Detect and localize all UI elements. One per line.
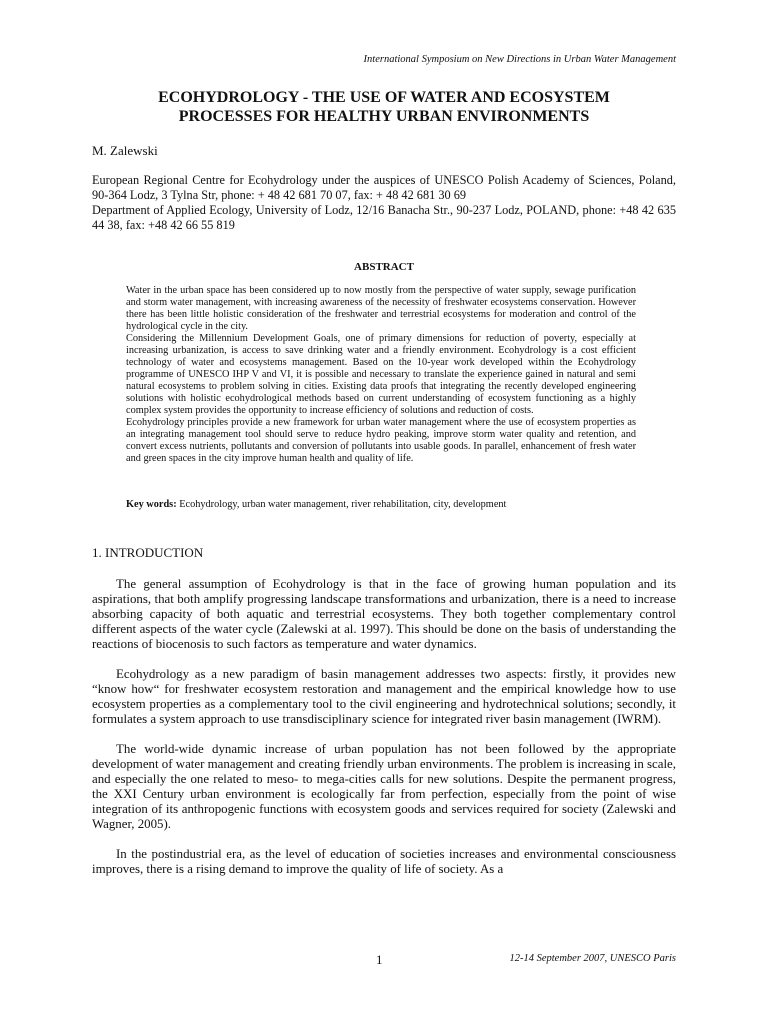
introduction-body xyxy=(92,577,676,892)
keywords-label: Key words: xyxy=(126,499,177,510)
paper-title-line-2: PROCESSES FOR HEALTHY URBAN ENVIRONMENTS xyxy=(178,108,590,125)
affiliation-1: European Regional Centre for Ecohydrology under the auspices of UNESCO Polish Academy of Sciences, Poland, 90-364 Lodz, 3 Tylna Str, phone: + 48 42 681 70 07, fax: + 48 42 681 30 69 xyxy=(92,173,676,202)
page-number: 1 xyxy=(376,952,383,967)
affiliation-2: Department of Applied Ecology, University of Lodz, 12/16 Banacha Str., 90-237 Lodz, POLAND, phone: +48 42 635 44 38, fax: +48 42 66 55 819 xyxy=(92,203,676,232)
body-paragraph: In the postindustrial era, as the level of education of societies increases and environmental consciousness improves, there is a rising demand to improve the quality of life of society. As a xyxy=(92,847,676,876)
author-name: M. Zalewski xyxy=(92,143,158,158)
abstract-paragraph: Ecohydrology principles provide a new framework for urban water management where the use of ecosystem properties as an integrating management tool should serve to reduce hydro peaking, improve storm water quality and retention, and convert excess nutrients, pollutants and conversion of pollutants into usable goods. In parallel, enhancement of fresh water and green spaces in the city improve human health and quality of life. xyxy=(126,417,636,464)
body-paragraph: The general assumption of Ecohydrology is that in the face of growing human population and its aspirations, that both amplify progressing landscape transformations and urbanization, there is a need to increase absorbing capacity of both aquatic and terrestrial ecosystems. They both together complementary control different aspects of the water cycle (Zalewski at al. 1997). This should be done on the basis of understanding the reactions of biocenosis to such factors as temperature and water dynamics. xyxy=(92,577,676,651)
body-paragraph: Ecohydrology as a new paradigm of basin management addresses two aspects: firstly, it provides new “know how“ for freshwater ecosystem restoration and management and the empirical knowledge how to use ecosystem properties as a complementary tool to the civil engineering and hydrotechnical solutions; secondly, it formulates a system approach to use transdisciplinary science for integrated river basin management (IWRM). xyxy=(92,667,676,726)
abstract-heading: ABSTRACT xyxy=(354,261,414,273)
paper-title xyxy=(92,88,676,126)
paper-title-line-1: ECOHYDROLOGY - THE USE OF WATER AND ECOSYSTEM xyxy=(158,89,610,106)
abstract-body xyxy=(126,285,636,465)
running-header: International Symposium on New Directions in Urban Water Management xyxy=(363,54,676,65)
keywords xyxy=(126,499,636,511)
running-footer: 12-14 September 2007, UNESCO Paris xyxy=(509,953,676,964)
abstract-paragraph: Water in the urban space has been considered up to now mostly from the perspective of water supply, sewage purification and storm water management, with increasing awareness of the necessity of freshwater ecosystems conservation. However there has been little holistic consideration of the freshwater and terrestrial ecosystems for moderation and control of the hydrological cycle in the city. xyxy=(126,285,636,332)
affiliations xyxy=(92,173,676,233)
keywords-list: Ecohydrology, urban water management, river rehabilitation, city, development xyxy=(179,499,507,510)
section-heading-introduction: 1. INTRODUCTION xyxy=(92,545,204,560)
abstract-paragraph: Considering the Millennium Development Goals, one of primary dimensions for reduction of poverty, especially at increasing urbanization, is access to save drinking water and a friendly environment. Ecohydrology is a cost efficient technology of water and ecosystems management. Based on the 10-year work developed within the Ecohydrology programme of UNESCO IHP V and VI, it is possible and necessary to translate the experience gained in natural and semi natural ecosystems to problem solving in cities. Existing data proofs that integrating the recently developed engineering solutions with holistic ecohydrological methods based on current understanding of ecosystem functioning as a highly complex system provides the opportunity to increase efficiency of solutions and reduction of costs. xyxy=(126,333,636,416)
body-paragraph: The world-wide dynamic increase of urban population has not been followed by the appropriate development of water management and creating friendly urban environments. The problem is increasing in scale, and especially the one related to meso- to mega-cities calls for new solutions. Despite the permanent progress, the XXI Century urban environment is ecologically far from perfection, especially from the point of wise integration of its anthropogenic functions with ecosystem goods and services required for society (Zalewski and Wagner, 2005). xyxy=(92,742,676,831)
